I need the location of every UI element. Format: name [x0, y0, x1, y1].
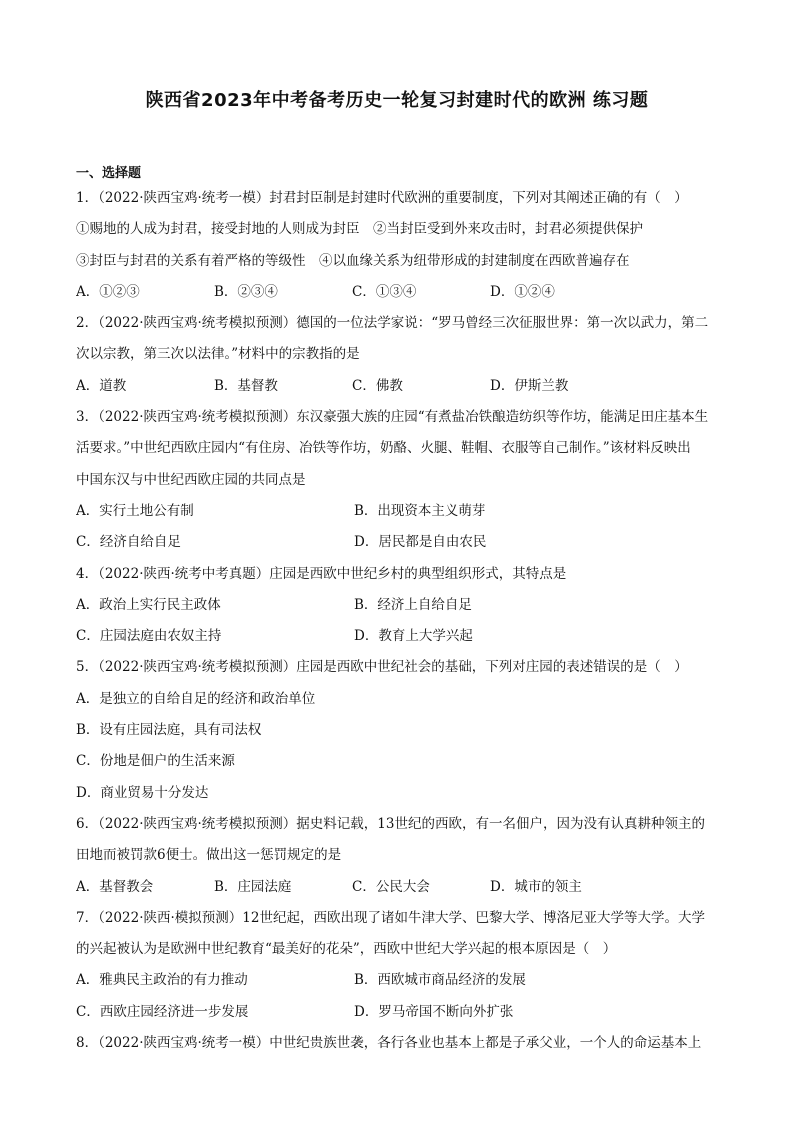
- question-2: [76, 308, 718, 402]
- question-text: 5．（2022·陕西宝鸡·统考模拟预测）庄园是西欧中世纪社会的基础，下列对庄园的表述错误的是（ ）: [76, 659, 688, 676]
- question-4: [76, 559, 718, 653]
- options-row: [76, 965, 718, 996]
- options-row: [76, 590, 718, 621]
- question-3: [76, 402, 718, 558]
- options-row: [76, 371, 718, 402]
- options-row: [76, 872, 718, 903]
- question-text: 6．（2022·陕西宝鸡·统考模拟预测）据史料记载，13世纪的西欧，有一名佃户，因为没有认真耕种领主的: [76, 815, 705, 832]
- option-d[interactable]: D．城市的领主: [490, 878, 582, 895]
- question-text: 次以宗教，第三次以法律。”材料中的宗教指的是: [76, 346, 360, 363]
- question-list: [76, 183, 718, 1059]
- option-c[interactable]: C．西欧庄园经济进一步发展: [76, 1003, 249, 1020]
- option-d[interactable]: D．居民都是自由农民: [354, 534, 487, 551]
- option-a[interactable]: A．实行土地公有制: [76, 502, 194, 519]
- question-text: 的兴起被认为是欧洲中世纪教育“最美好的花朵”，西欧中世纪大学兴起的根本原因是（ ）: [76, 941, 617, 958]
- question-text: 活要求。”中世纪西欧庄园内“有住房、冶铁等作坊，奶酪、火腿、鞋帽、衣服等自己制作。”该材料反映出: [76, 440, 691, 457]
- options-row: [76, 277, 718, 308]
- option-a[interactable]: A．基督教会: [76, 878, 154, 895]
- option-c[interactable]: C．经济自给自足: [76, 534, 181, 551]
- question-text: 4．（2022·陕西·统考中考真题）庄园是西欧中世纪乡村的典型组织形式，其特点是: [76, 565, 567, 582]
- section-heading: 一、选择题: [76, 166, 142, 181]
- option-b[interactable]: B．经济上自给自足: [354, 596, 472, 613]
- question-text: ①赐地的人成为封君，接受封地的人则成为封臣 ②当封臣受到外来攻击时，封君必须提供保护: [76, 221, 643, 238]
- question-text: 1．（2022·陕西宝鸡·统考一模）封君封臣制是封建时代欧洲的重要制度，下列对其阐述正确的有（ ）: [76, 190, 688, 206]
- question-text: 田地而被罚款6便士。做出这一惩罚规定的是: [76, 847, 342, 864]
- options-row: [76, 621, 718, 652]
- option-a[interactable]: A．政治上实行民主政体: [76, 596, 221, 613]
- option-d[interactable]: D．罗马帝国不断向外扩张: [354, 1003, 514, 1020]
- option-d[interactable]: D．商业贸易十分发达: [76, 784, 209, 801]
- question-text: ③封臣与封君的关系有着严格的等级性 ④以血缘关系为纽带形成的封建制度在西欧普遍存在: [76, 252, 630, 269]
- option-c[interactable]: C．份地是佃户的生活来源: [76, 753, 235, 770]
- option-b[interactable]: B．出现资本主义萌芽: [354, 502, 486, 519]
- options-row: [76, 997, 718, 1028]
- option-d[interactable]: D．①②④: [490, 283, 555, 300]
- option-b[interactable]: B．基督教: [214, 377, 278, 394]
- question-6: [76, 809, 718, 903]
- option-b[interactable]: B．庄园法庭: [214, 878, 292, 895]
- document-title: 陕西省2023年中考备考历史一轮复习封建时代的欧洲 练习题: [145, 90, 649, 111]
- question-text: 3．（2022·陕西宝鸡·统考模拟预测）东汉豪强大族的庄园“有煮盐冶铁酿造纺织等作坊，能满足田庄基本生: [76, 409, 709, 426]
- question-text: 中国东汉与中世纪西欧庄园的共同点是: [76, 471, 306, 488]
- option-d[interactable]: D．教育上大学兴起: [354, 628, 473, 645]
- option-a[interactable]: A．①②③: [76, 283, 140, 300]
- option-b[interactable]: B．②③④: [214, 283, 278, 300]
- question-text: 8．（2022·陕西宝鸡·统考一模）中世纪贵族世袭，各行各业也基本上都是子承父业，一个人的命运基本上: [76, 1035, 702, 1052]
- option-d[interactable]: D．伊斯兰教: [490, 377, 569, 394]
- question-8: [76, 1028, 718, 1059]
- question-5: [76, 652, 718, 808]
- option-a[interactable]: A．是独立的自给自足的经济和政治单位: [76, 690, 316, 707]
- option-c[interactable]: C．佛教: [352, 377, 403, 394]
- question-7: [76, 903, 718, 1028]
- option-a[interactable]: A．道教: [76, 377, 127, 394]
- option-c[interactable]: C．庄园法庭由农奴主持: [76, 628, 222, 645]
- question-1: [76, 183, 718, 308]
- option-c[interactable]: C．公民大会: [352, 878, 430, 895]
- option-b[interactable]: B．西欧城市商品经济的发展: [354, 972, 526, 989]
- question-text: 7．（2022·陕西·模拟预测）12世纪起，西欧出现了诸如牛津大学、巴黎大学、博洛尼亚大学等大学。大学: [76, 909, 705, 926]
- options-row: [76, 527, 718, 558]
- options-row: [76, 496, 718, 527]
- question-text: 2．（2022·陕西宝鸡·统考模拟预测）德国的一位法学家说：“罗马曾经三次征服世界：第一次以武力，第二: [76, 315, 709, 332]
- option-b[interactable]: B．设有庄园法庭，具有司法权: [76, 722, 262, 739]
- option-a[interactable]: A．雅典民主政治的有力推动: [76, 972, 248, 989]
- option-c[interactable]: C．①③④: [352, 283, 417, 300]
